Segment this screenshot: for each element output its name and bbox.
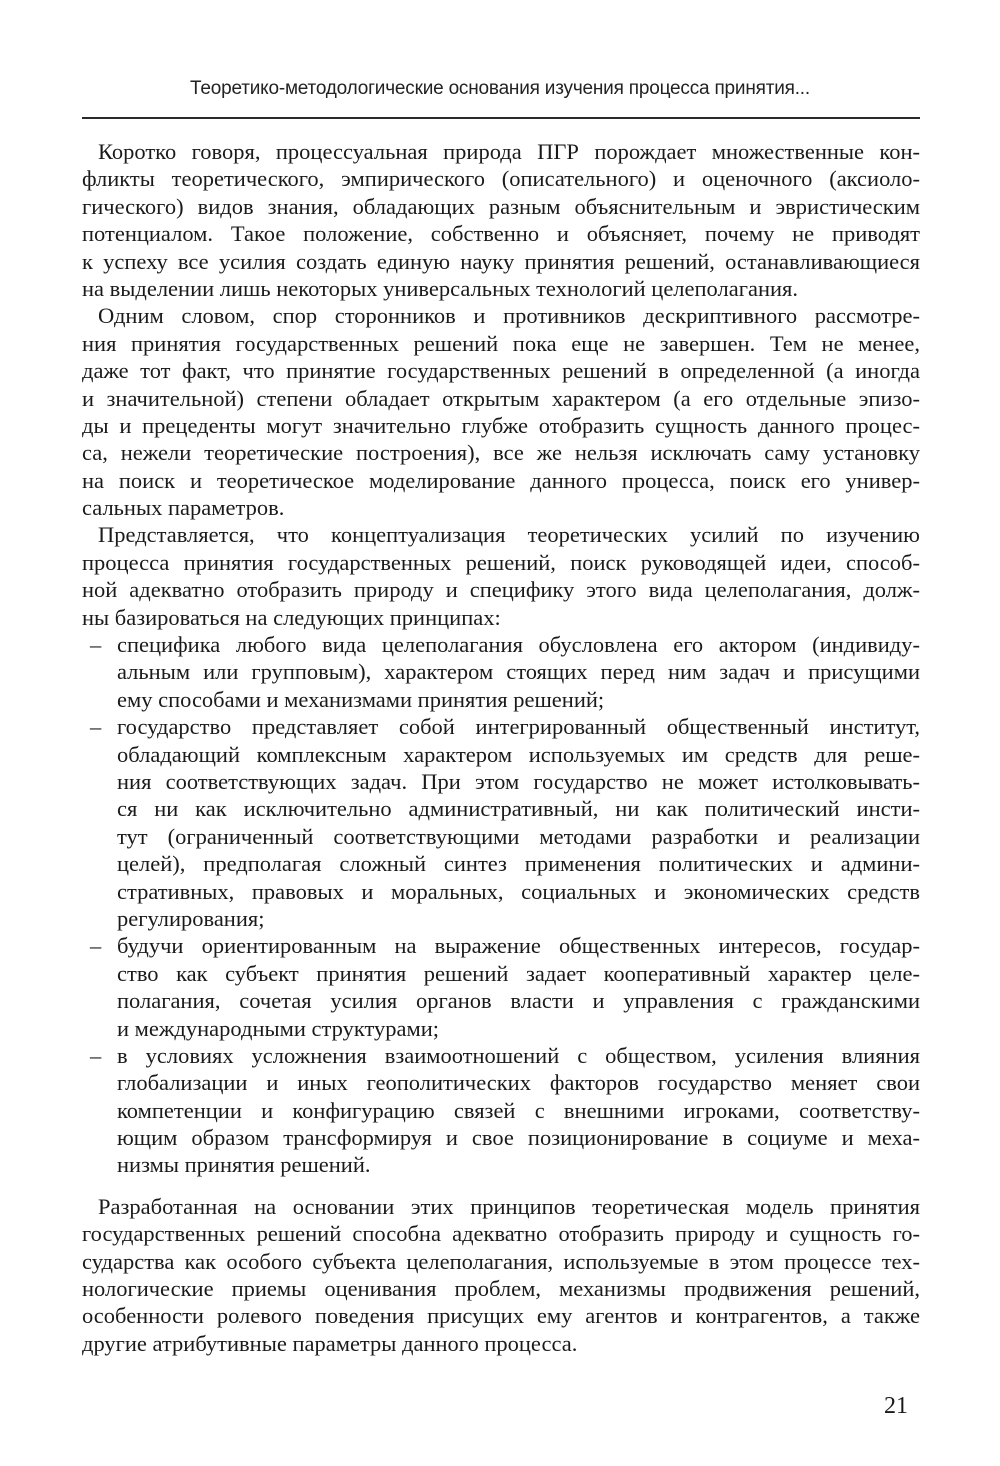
text-line: специфика любого вида целеполагания обусловлена его актором (индивиду- [117, 632, 920, 658]
text-line: стративных, правовых и моральных, социальных и экономических средств [117, 878, 920, 904]
header-rule [82, 117, 920, 119]
body-text [82, 138, 920, 1357]
text-line: ны базироваться на следующих принципах: [82, 604, 501, 630]
bullet-dash: – [90, 933, 102, 959]
text-line: особенности ролевого поведения присущих ему агентов и контрагентов, а также [82, 1303, 920, 1329]
text-line: на поиск и теоретическое моделирование данного процесса, поиск его универ- [82, 467, 920, 493]
text-line: к успеху все усилия создать единую науку принятия решений, останавливающиеся [82, 248, 920, 274]
text-line: фликты теоретического, эмпирического (описательного) и оценочного (аксиоло- [82, 166, 920, 192]
text-line: государственных решений способна адекватно отобразить природу и сущность го- [82, 1221, 920, 1247]
text-line: Разработанная на основании этих принципов теоретическая модель принятия [98, 1193, 920, 1219]
text-line: полагания, сочетая усилия органов власти и управления с гражданскими [117, 988, 920, 1014]
text-line: гического) видов знания, обладающих разным объяснительным и эвристическим [82, 193, 920, 219]
text-line: компетенции и конфигурацию связей с внешними игроками, соответству- [117, 1097, 920, 1123]
text-line: Представляется, что концептуализация теоретических усилий по изучению [98, 522, 920, 548]
text-line: ство как субъект принятия решений задает кооперативный характер целе- [117, 960, 920, 986]
text-line: низмы принятия решений. [117, 1152, 371, 1178]
text-line: регулирования; [117, 905, 265, 931]
text-line: и международными структурами; [117, 1015, 440, 1041]
page-number: 21 [884, 1393, 908, 1419]
bullet-dash: – [90, 632, 102, 658]
text-line: целей), предполагая сложный синтез применения политических и админи- [117, 851, 920, 877]
text-line: будучи ориентированным на выражение общественных интересов, государ- [117, 933, 920, 959]
text-line: обладающий комплексным характером используемых им средств для реше- [117, 741, 920, 767]
text-line: тут (ограниченный соответствующими методами разработки и реализации [117, 823, 920, 849]
text-line: Одним словом, спор сторонников и противников дескриптивного рассмотре- [98, 303, 920, 329]
text-line: нологические приемы оценивания проблем, механизмы продвижения решений, [82, 1276, 920, 1302]
text-line: ния принятия государственных решений пока еще не завершен. Тем не менее, [82, 330, 920, 356]
text-line: сальных параметров. [82, 495, 285, 521]
text-line: на выделении лишь некоторых универсальных технологий целеполагания. [82, 275, 799, 301]
text-line: глобализации и иных геополитических факторов государство меняет свои [117, 1070, 920, 1096]
text-line: государство представляет собой интегрированный общественный институт, [117, 714, 920, 740]
text-line: ния соответствующих задач. При этом государство не может истолковывать- [117, 768, 920, 794]
text-line: Коротко говоря, процессуальная природа ПГР порождает множественные кон- [98, 139, 920, 164]
paragraph-3 [82, 521, 920, 631]
bullet-item-2 [82, 713, 920, 932]
text-line: даже тот факт, что принятие государственных решений в определенной (а иногда [82, 358, 920, 384]
text-line: в условиях усложнения взаимоотношений с обществом, усиления влияния [117, 1042, 920, 1068]
text-line: ды и прецеденты могут значительно глубже отобразить сущность данного процес- [82, 412, 920, 438]
bullet-item-4 [82, 1042, 920, 1179]
text-line: процесса принятия государственных решений, поиск руководящей идеи, способ- [82, 549, 920, 575]
bullet-dash: – [90, 1042, 102, 1068]
text-line: альным или групповым), характером стоящих перед ним задач и присущими [117, 659, 920, 685]
text-line: ной адекватно отобразить природу и специфику этого вида целеполагания, долж- [82, 577, 920, 603]
text-line: сударства как особого субъекта целеполагания, используемые в этом процессе тех- [82, 1248, 920, 1274]
bullet-item-3 [82, 932, 920, 1042]
bullet-dash: – [90, 714, 102, 740]
text-line: ющим образом трансформируя и свое позиционирование в социуме и меха- [117, 1125, 920, 1151]
bullet-item-1 [82, 631, 920, 713]
paragraph-1 [82, 138, 920, 302]
closing-paragraph [82, 1193, 920, 1357]
text-line: и значительной) степени обладает открытым характером (а его отдельные эпизо- [82, 385, 920, 411]
running-header: Теоретико-методологические основания изучения процесса принятия... [190, 78, 810, 99]
paragraph-2 [82, 302, 920, 521]
text-line: са, нежели теоретические построения), все же нельзя исключать саму установку [82, 440, 920, 466]
text-line: потенциалом. Такое положение, собственно и объясняет, почему не приводят [82, 221, 920, 247]
text-line: ся ни как исключительно административный, ни как политический инсти- [117, 796, 920, 822]
text-line: другие атрибутивные параметры данного процесса. [82, 1330, 578, 1356]
text-line: ему способами и механизмами принятия решений; [117, 686, 605, 712]
